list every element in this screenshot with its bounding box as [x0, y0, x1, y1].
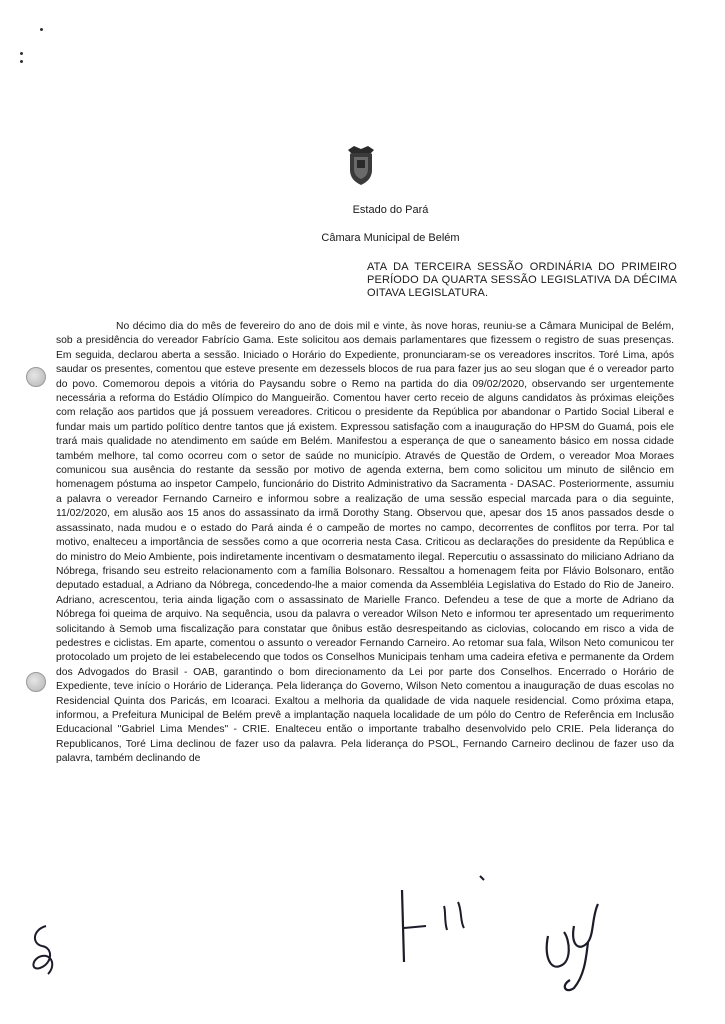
state-name: Estado do Pará — [352, 204, 429, 216]
minutes-paragraph: No décimo dia do mês de fevereiro do ano de dois mil e vinte, às nove horas, reuniu-se a Câmara Municipal de Belém, sob a presidência do vereador Fabrício Gama. Este solicitou aos demais parlamentares que fizessem o registro de suas presenças. Em seguida, declarou aberta a sessão. Iniciado o Horário do Expediente, pronunciaram-se os vereadores inscritos. Toré Lima, após saudar os presentes, comentou que esteve presente em dezessels blocos de rua para fazer jus ao seu slogan que é o vereador parto do povo. Comemorou depois a vitória do Paysandu sobre o Remo na partida do dia 09/02/2020, observando ser urgentemente necessária a reforma do Estádio Olímpico do Mangueirão. Comentou haver certo receio de alguns candidatos às próximas eleições com relação aos partidos que já possuem vereadores. Criticou o presidente da República por abandonar o Partido Social Liberal e fundar mais um partido político dentre tantos que já existem. Expressou satisfação com a inauguração do HPSM do Guamá, pois ele trará mais qualidade no atendimento em saúde em Belém. Manifestou a esperança de que o saneamento básico em nossa cidade também melhore, tal como ocorreu com o setor de saúde no município. Através de Questão de Ordem, o vereador Moa Moraes comunicou sua ausência do restante da sessão por motivo de agenda externa, bem como solicitou um minuto de silêncio em homenagem póstuma ao inspetor Campelo, funcionário do Distrito Administrativo da Sacramenta - DASAC. Posteriormente, assumiu a palavra o vereador Fernando Carneiro e informou sobre a realização de uma sessão especial marcada para o dia seguinte, 11/02/2020, em alusão aos 15 anos do assassinato da irmã Dorothy Stang. Observou que, apesar dos 15 anos passados desde o assassinato, nada mudou e o estado do Pará ainda é o campeão de mortes no campo, decorrentes de conflitos por terra. Por tal motivo, enalteceu a importância de sessões como a que ocorreria nesta Casa. Criticou as declarações do presidente da República e do ministro do Meio Ambiente, pois indiretamente incentivam o desmatamento ilegal. Repercutiu o assassinato do miliciano Adriano da Nóbrega, frisando seu estreito relacionamento com a família Bolsonaro. Ressaltou a homenagem feita por Flávio Bolsonaro, então deputado estadual, a Adriano da Nóbrega, concedendo-lhe a maior comenda da Assembléia Legislativa do Estado do Rio de Janeiro. Adriano, acrescentou, teria ainda ligação com o assassinato de Marielle Franco. Defendeu a tese de que a morte de Adriano da Nóbrega foi queima de arquivo. Na sequência, usou da palavra o vereador Wilson Neto e informou ter apresentado um requerimento solicitando à Semob uma fiscalização para constatar que ônibus estão desrespeitando as ciclovias, colocando em risco a vida de pedestres e ciclistas. Em aparte, comentou o assunto o vereador Fernando Carneiro. Ao retomar sua fala, Wilson Neto comunicou ter protocolado um projeto de lei estabelecendo que todos os Conselhos Municipais tenham uma cadeira efetiva e permanente da Ordem dos Advogados do Brasil - OAB, garantindo o bom direcionamento da Lei por parte dos Conselhos. Encerrado o Horário de Expediente, teve início o Horário de Liderança. Pela liderança do Governo, Wilson Neto comentou a inauguração de duas escolas no Residencial Quinta dos Paricás, em Icoaraci. Exaltou a melhoria da qualidade de vida naquele residencial. Como próxima etapa, informou, a Prefeitura Municipal de Belém prevê a implantação naquela localidade de um pólo do Centro de Referência em Inclusão Educacional "Gabriel Lima Mendes" - CRIE. Enalteceu então o importante trabalho desenvolvido pelo CRIE. Pela liderança do Republicanos, Toré Lima declinou de fazer uso da palavra. Pela liderança do PSOL, Fernando Carneiro declinou de fazer uso da palavra, também declinando de — [56, 321, 674, 765]
coat-of-arms-icon — [346, 144, 376, 186]
signature-middle-icon — [392, 872, 492, 967]
scan-speck — [40, 28, 43, 31]
minutes-body — [56, 320, 674, 767]
chamber-name: Câmara Municipal de Belém — [321, 232, 460, 244]
scan-speck — [20, 60, 23, 63]
scan-speck — [20, 52, 23, 55]
binder-hole-icon — [26, 672, 46, 692]
signature-right-icon — [540, 896, 610, 996]
binder-hole-icon — [26, 367, 46, 387]
initials-left-icon — [26, 922, 60, 980]
minutes-title: ATA DA TERCEIRA SESSÃO ORDINÁRIA DO PRIMEIRO PERÍODO DA QUARTA SESSÃO LEGISLATIVA DA DÉCIMA OITAVA LEGISLATURA. — [367, 261, 677, 299]
